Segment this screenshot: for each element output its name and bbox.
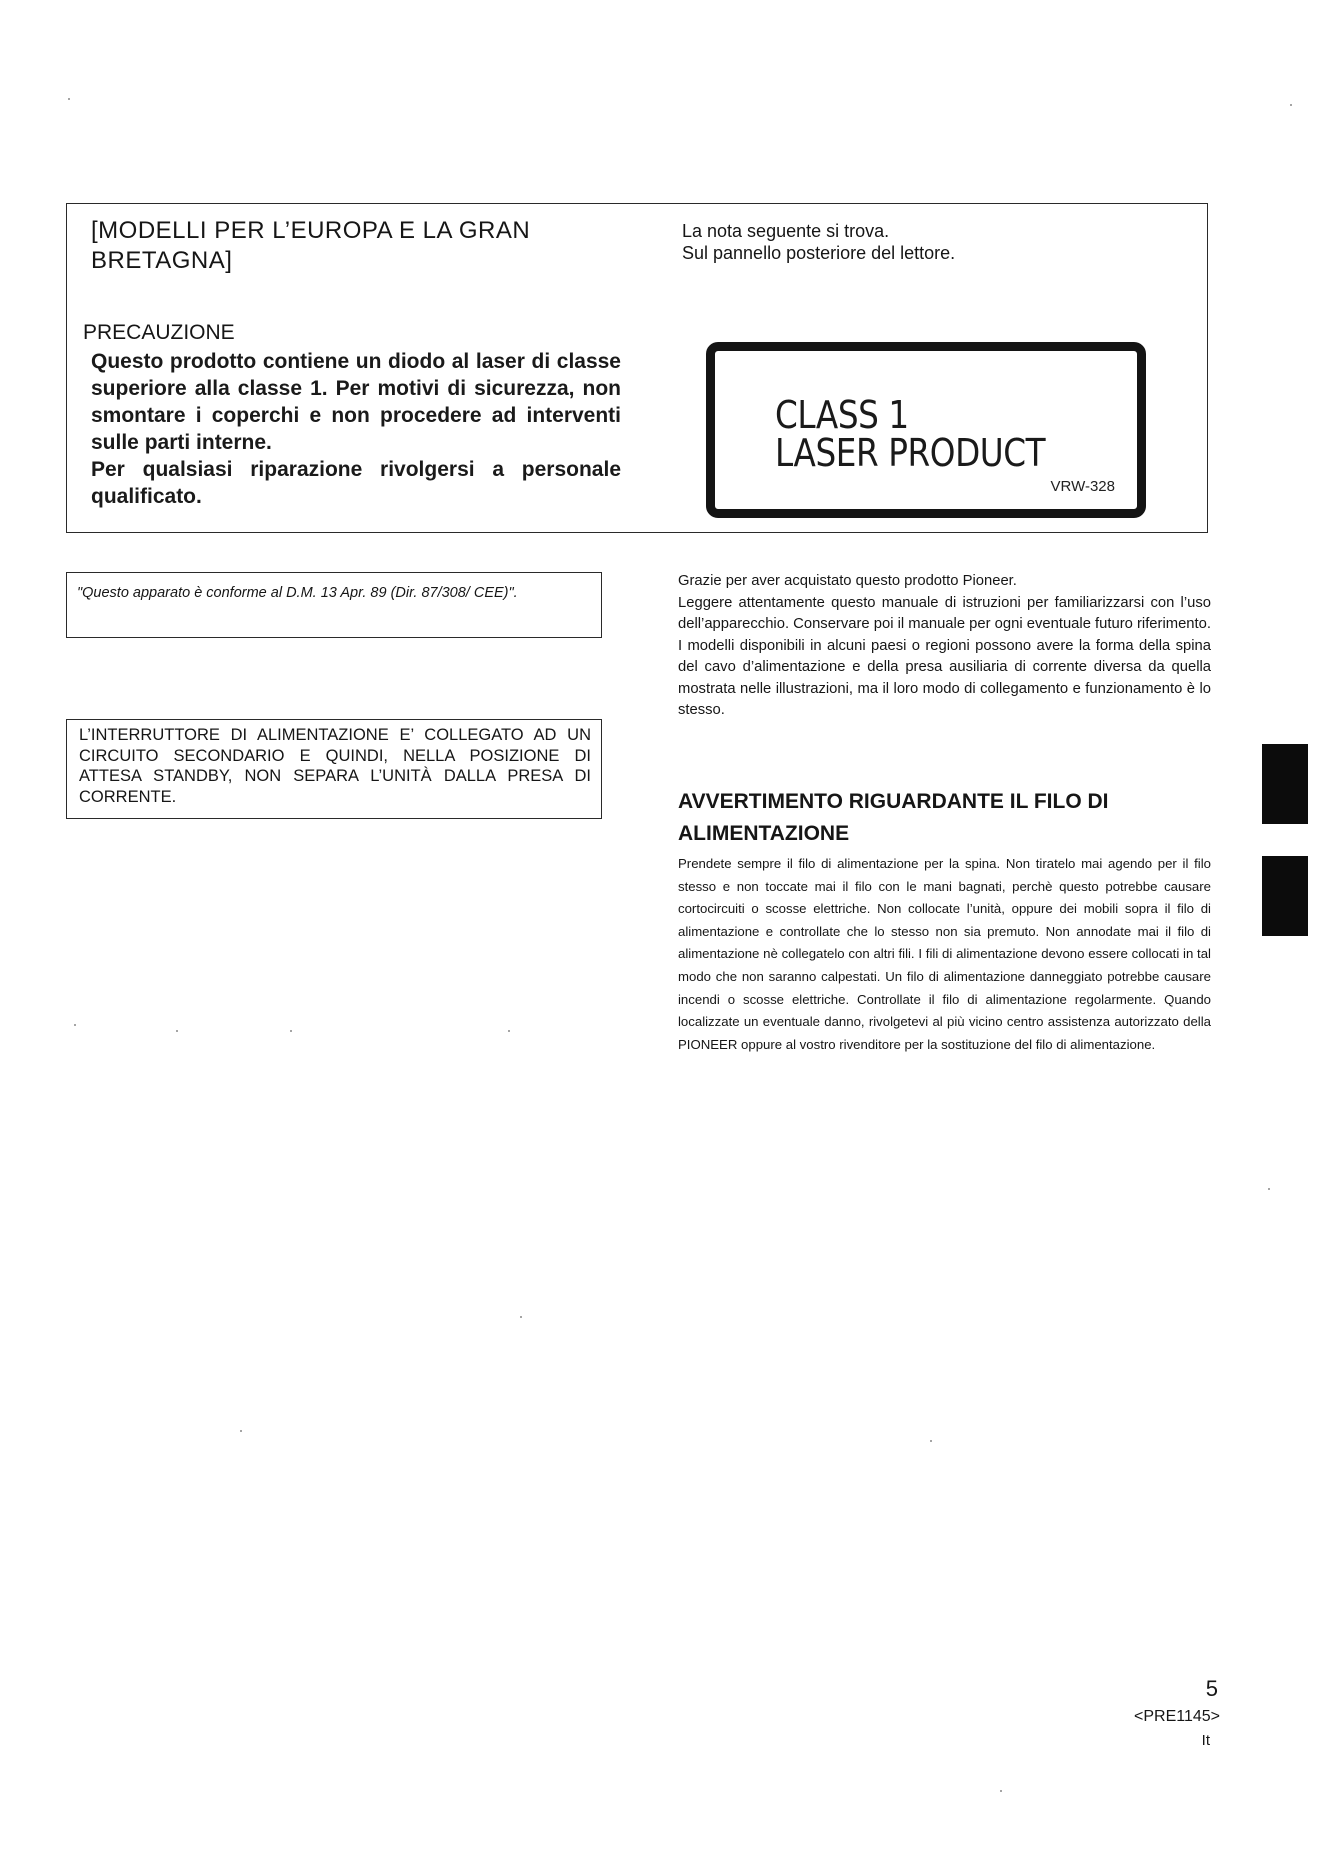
intro-paragraph: I modelli disponibili in alcuni paesi o regioni possono avere la forma della spina del cavo d’alimentazione e della presa ausiliaria di corrente diversa da quella mostrata nelle illustrazioni, ma il loro modo di collegamento e funzionamento è lo stesso. [678, 637, 1211, 718]
note-line: La nota seguente si trova. [682, 221, 890, 241]
note-line: Sul pannello posteriore del lettore. [682, 243, 956, 263]
precaution-paragraph: Questo prodotto contiene un diodo al laser di classe superiore alla classe 1. Per motivi di sicurezza, non smontare i coperchi e non procedere ad interventi sulle parti interne. [91, 350, 621, 454]
intro-paragraph: Grazie per aver acquistato questo prodotto Pioneer. [678, 573, 1017, 589]
conformity-note: "Questo apparato è conforme al D.M. 13 Apr. 89 (Dir. 87/308/ CEE)". [66, 572, 602, 638]
precaution-text [91, 348, 621, 510]
scan-speck [176, 1030, 178, 1032]
scan-speck [290, 1030, 292, 1032]
laser-label-class: CLASS 1 [775, 393, 909, 437]
language-code: It [1201, 1732, 1210, 1749]
scan-speck [240, 1430, 242, 1432]
label-location-note [682, 220, 1182, 264]
cord-warning-body: Prendete sempre il filo di alimentazione per la spina. Non tiratelo mai agendo per il filo stesso e non toccate mai il filo con le mani bagnati, perchè questo potrebbe causare cortocircuiti o scosse elettriche. Non collocate l’unità, oppure dei mobili sopra il filo di alimentazione e controllate che lo stesso non sia premuto. Non annodate mai il filo di alimentazione nè collegatelo con altri fili. I fili di alimentazione devono essere collocati in tal modo che non saranno calpestati. Un filo di alimentazione danneggiato potrebbe causare incendi o scosse elettriche. Controllate il filo di alimentazione regolarmente. Quando localizzate un eventuale danno, rivolgetevi al più vicino centro assistenza autorizzato della PIONEER oppure al vostro rivenditore per la sostituzione del filo di alimentazione. [678, 856, 1211, 1052]
document-code: <PRE1145> [1134, 1708, 1220, 1725]
scan-speck [1290, 104, 1292, 106]
scan-speck [1000, 1790, 1002, 1792]
precaution-paragraph: Per qualsiasi riparazione rivolgersi a personale qualificato. [91, 458, 621, 508]
page-number: 5 [1205, 1676, 1218, 1701]
section-tab-mark [1262, 744, 1308, 824]
scan-speck [1268, 1188, 1270, 1190]
laser-label-code: VRW-328 [1050, 478, 1115, 495]
scan-speck [930, 1440, 932, 1442]
cord-warning-heading: AVVERTIMENTO RIGUARDANTE IL FILO DI ALIMENTAZIONE [678, 790, 1109, 845]
precaution-heading: PRECAUZIONE [83, 321, 235, 344]
intro-paragraph: Leggere attentamente questo manuale di istruzioni per familiarizzarsi con l’uso dell’apparecchio. Conservare poi il manuale per ogni eventuale futuro riferimento. [678, 594, 1211, 632]
region-title: [MODELLI PER L’EUROPA E LA GRAN BRETAGNA] [91, 217, 531, 274]
scan-speck [74, 1024, 76, 1026]
scan-speck [68, 98, 70, 100]
precaution-column [83, 216, 621, 510]
scan-speck [520, 1316, 522, 1318]
laser-label-product: LASER PRODUCT [775, 431, 1046, 475]
scan-speck [508, 1030, 510, 1032]
section-tab-mark [1262, 856, 1308, 936]
intro-text [678, 571, 1211, 722]
class1-laser-label [706, 342, 1146, 518]
power-switch-note: L’INTERRUTTORE DI ALIMENTAZIONE E’ COLLEGATO AD UN CIRCUITO SECONDARIO E QUINDI, NELLA POSIZIONE DI ATTESA STANDBY, NON SEPARA L’UNITÀ DALLA PRESA DI CORRENTE. [66, 719, 602, 819]
